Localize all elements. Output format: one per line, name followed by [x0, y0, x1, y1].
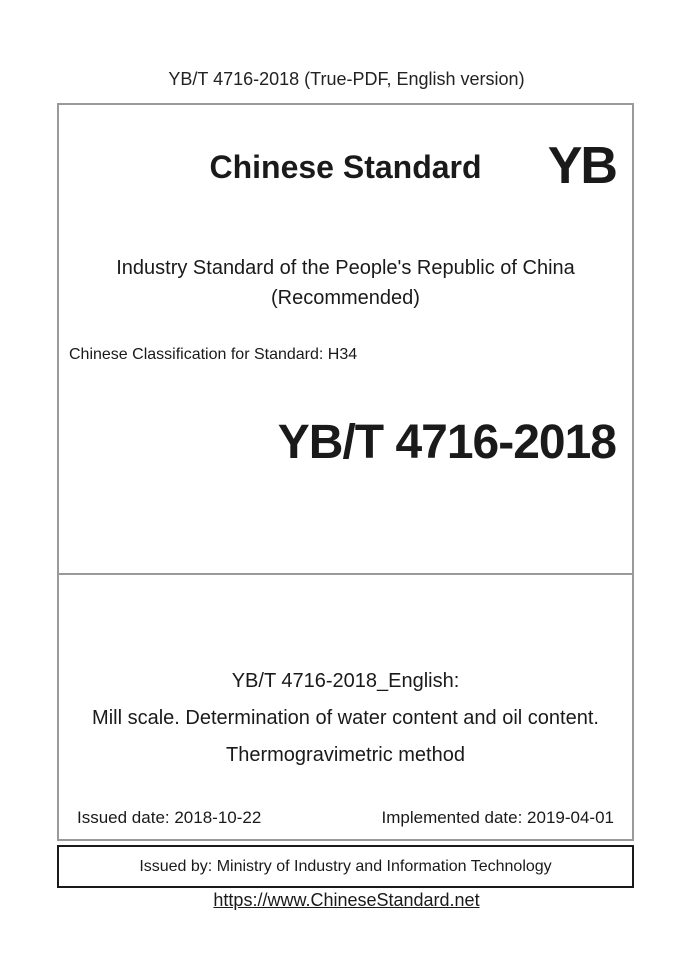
- cover-bottom-section: [59, 575, 632, 841]
- document-title: [59, 663, 632, 774]
- standard-number: YB/T 4716-2018: [277, 416, 616, 469]
- classification-text: Chinese Classification for Standard: H34: [69, 346, 358, 363]
- standard-body-code: YB: [547, 137, 616, 195]
- org-line-1: Industry Standard of the People's Republic of China: [116, 257, 575, 279]
- page-header-text: YB/T 4716-2018 (True-PDF, English version): [168, 69, 525, 89]
- cover-top-section: [59, 105, 632, 575]
- org-lines: [59, 253, 632, 313]
- issuer-box: [57, 845, 634, 888]
- footer-link[interactable]: https://www.ChineseStandard.net: [213, 890, 480, 910]
- dates-row: [77, 807, 614, 828]
- issued-date-text: Issued date: 2018-10-22: [77, 808, 262, 827]
- footer: [0, 890, 693, 911]
- document-title-line-3: Thermogravimetric method: [226, 744, 465, 766]
- document-title-line-2: Mill scale. Determination of water content and oil content.: [92, 707, 599, 729]
- issuer-text: Issued by: Ministry of Industry and Information Technology: [139, 857, 552, 875]
- org-line-2: (Recommended): [271, 287, 420, 309]
- document-title-line-1: YB/T 4716-2018_English:: [231, 670, 460, 692]
- implemented-date-text: Implemented date: 2019-04-01: [381, 808, 614, 827]
- cover-box: [57, 103, 634, 841]
- brand-title: Chinese Standard: [209, 149, 482, 185]
